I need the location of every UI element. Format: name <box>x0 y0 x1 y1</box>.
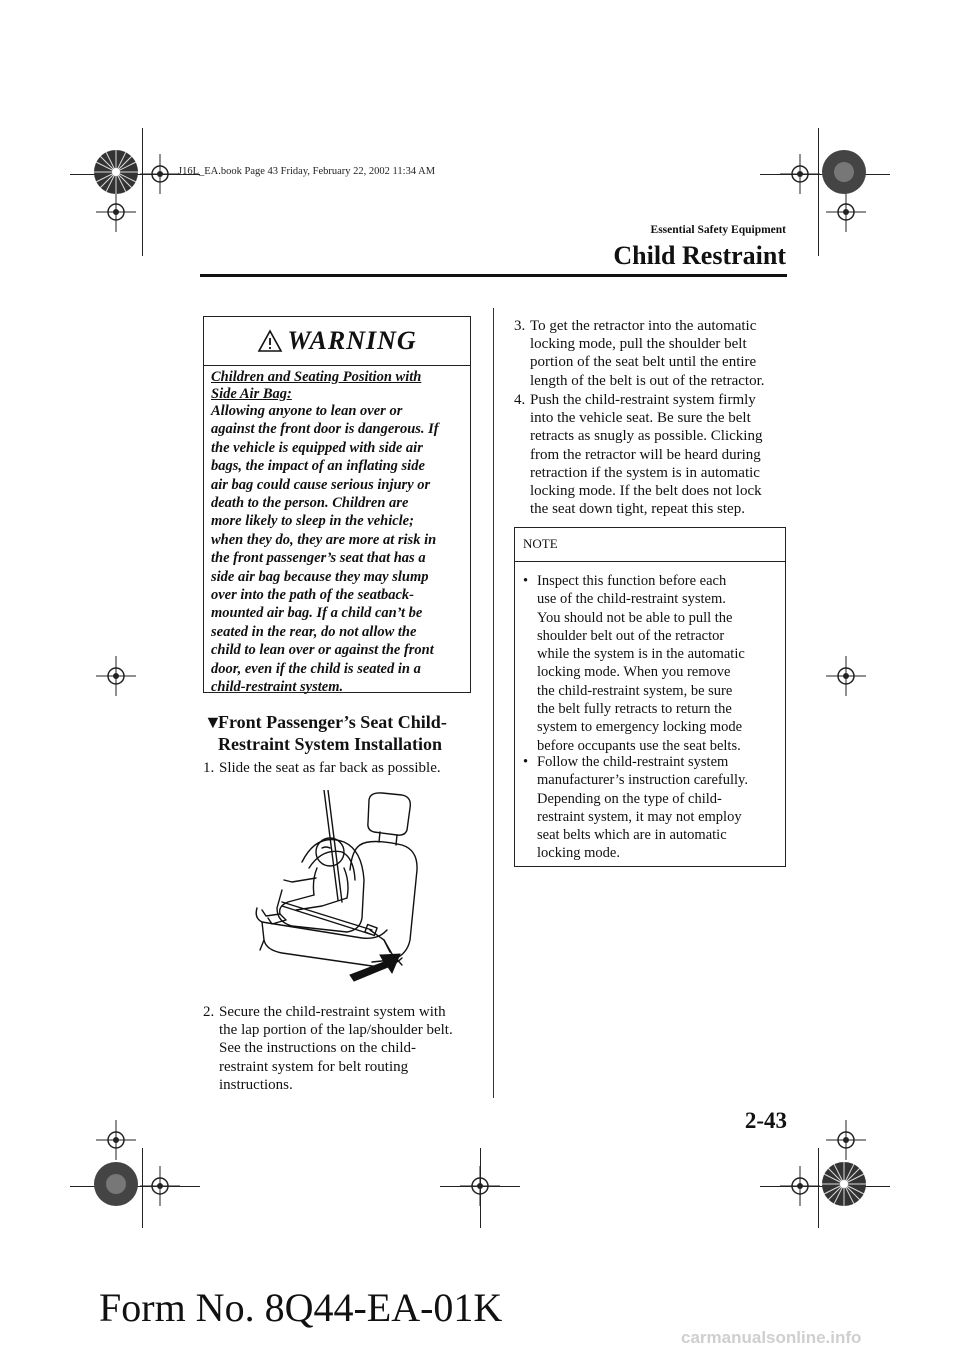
warning-body: Allowing anyone to lean over or against the front door is dangerous. If the vehicle is equipped with side air bags, the impact of an inflating side air bag could cause serious injury or death to the person. Children are more likely to sleep in the vehicle; when they do, they are more at risk in the front passenger’s seat that has a side air bag because they may slump over into the path of the seatback- mounted air bag. If a child can’t be seated in the rear, do not allow the child to lean over or against the front door, even if the child is seated in a child-restraint system. <box>211 403 439 696</box>
subsection-heading: ▼Front Passenger’s Seat Child- Restraint System Installation <box>204 712 447 754</box>
step-2: 2. Secure the child-restraint system with the lap portion of the lap/shoulder belt. See the instructions on the child- restraint system for belt routing instructions. <box>203 1004 453 1093</box>
registration-target-icon <box>140 154 180 194</box>
note-item: • Follow the child-restraint system manufacturer’s instruction carefully. Depending on the type of child- restraint system, it may not employ seat belts which are in automatic locking mode. <box>523 754 748 862</box>
step-1: 1. Slide the seat as far back as possible. <box>203 760 441 776</box>
note-header <box>515 528 785 562</box>
registration-target-icon <box>826 656 866 696</box>
registration-target-icon <box>96 1120 136 1160</box>
step-3: 3. To get the retractor into the automatic locking mode, pull the shoulder belt portion of the seat belt until the entire length of the belt is out of the retractor. <box>514 318 765 389</box>
registration-target-icon <box>96 656 136 696</box>
child-seat-illustration <box>252 790 427 985</box>
form-number: Form No. 8Q44-EA-01K <box>99 1285 503 1330</box>
warning-subtitle: Children and Seating Position with Side Air Bag: <box>211 369 422 402</box>
note-box <box>514 527 786 867</box>
header-rule <box>200 274 787 277</box>
registration-target-icon <box>460 1166 500 1206</box>
section-marker-icon: ▼ <box>204 712 222 732</box>
page-number: 2-43 <box>744 1108 787 1133</box>
registration-target-icon <box>140 1166 180 1206</box>
note-label: NOTE <box>523 536 558 551</box>
registration-target-icon <box>780 1166 820 1206</box>
column-divider <box>493 308 494 1098</box>
registration-target-icon <box>780 154 820 194</box>
warning-triangle-icon <box>257 329 283 353</box>
color-registration-disc-icon <box>92 148 140 196</box>
header-section-label: Essential Safety Equipment <box>650 224 786 236</box>
warning-title: WARNING <box>287 326 417 355</box>
step-4: 4. Push the child-restraint system firmly into the vehicle seat. Be sure the belt retracts as snugly as possible. Clicking from the retractor will be heard during retraction if the system is in automatic locking mode. If the belt does not lock the seat down tight, repeat this step. <box>514 392 763 518</box>
watermark: carmanualsonline.info <box>681 1328 862 1347</box>
print-info: J16L_EA.book Page 43 Friday, February 22, 2002 11:34 AM <box>178 166 436 177</box>
note-item: • Inspect this function before each use of the child-restraint system. You should not be able to pull the shoulder belt out of the retractor while the system is in the automatic locking mode. When you remove the child-restraint system, be sure the belt fully retracts to return the system to emergency locking mode before occupants use the seat belts. <box>523 573 745 754</box>
registration-target-icon <box>826 1120 866 1160</box>
push-arrow-icon <box>350 954 400 981</box>
registration-target-icon <box>826 192 866 232</box>
warning-box <box>203 316 471 696</box>
warning-header <box>204 317 470 366</box>
color-registration-disc-icon <box>820 148 868 196</box>
page-title: Child Restraint <box>613 241 786 270</box>
registration-target-icon <box>96 192 136 232</box>
color-registration-disc-icon <box>92 1160 140 1208</box>
color-registration-disc-icon <box>820 1160 868 1208</box>
